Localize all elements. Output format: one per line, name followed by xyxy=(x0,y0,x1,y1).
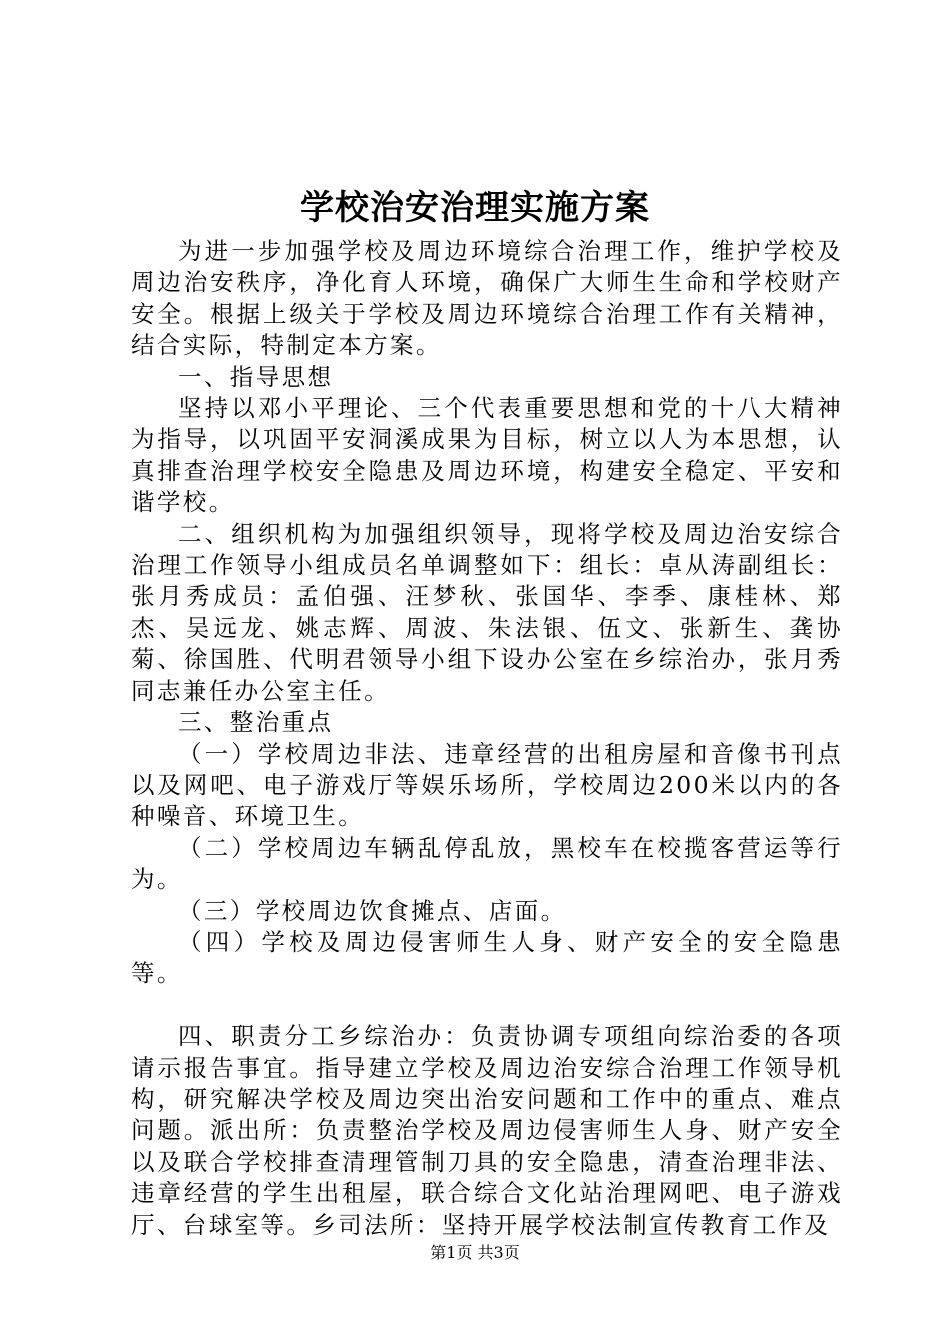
key-point-item-2: （二）学校周边车辆乱停乱放，黑校车在校揽客营运等行为。 xyxy=(131,833,843,894)
page-number-footer: 第1页 共3页 xyxy=(430,1243,520,1262)
section-heading-key-points: 三、整治重点 xyxy=(178,708,334,737)
organization-paragraph: 二、组织机构为加强组织领导，现将学校及周边治安综合治理工作领导小组成员名单调整如下：组长：卓从涛副组长：张月秀成员：孟伯强、汪梦秋、张国华、李季、康桂林、郑杰、吴远龙、姚志辉、周波、朱法银、伍文、张新生、龚协菊、徐国胜、代明君领导小组下设办公室在乡综治办，张月秀同志兼任办公室主任。 xyxy=(131,519,843,705)
key-point-item-4: （四）学校及周边侵害师生人身、财产安全的安全隐患等。 xyxy=(131,927,843,988)
key-point-item-1: （一）学校周边非法、违章经营的出租房屋和音像书刊点以及网吧、电子游戏厅等娱乐场所，学校周边200米以内的各种噪音、环境卫生。 xyxy=(131,739,843,831)
document-title: 学校治安治理实施方案 xyxy=(300,188,650,228)
key-point-item-3: （三）学校周边饮食摊点、店面。 xyxy=(178,896,567,925)
paragraph-spacer xyxy=(131,990,843,1021)
document-body xyxy=(131,236,843,1241)
responsibilities-paragraph: 四、职责分工乡综治办：负责协调专项组向综治委的各项请示报告事宜。指导建立学校及周边治安综合治理工作领导机构，研究解决学校及周边突出治安问题和工作中的重点、难点问题。派出所：负责整治学校及周边侵害师生人身、财产安全以及联合学校排查清理管制刀具的安全隐患，清查治理非法、违章经营的学生出租屋，联合综合文化站治理网吧、电子游戏厅、台球室等。乡司法所：坚持开展学校法制宣传教育工作及 xyxy=(131,1022,843,1239)
intro-paragraph: 为进一步加强学校及周边环境综合治理工作，维护学校及周边治安秩序，净化育人环境，确保广大师生生命和学校财产安全。根据上级关于学校及周边环境综合治理工作有关精神，结合实际，特制定本方案。 xyxy=(131,237,843,360)
guiding-thought-paragraph: 坚持以邓小平理论、三个代表重要思想和党的十八大精神为指导，以巩固平安洞溪成果为目标，树立以人为本思想，认真排查治理学校安全隐患及周边环境，构建安全稳定、平安和谐学校。 xyxy=(131,394,843,517)
section-heading-guiding-thought: 一、指导思想 xyxy=(178,362,334,391)
